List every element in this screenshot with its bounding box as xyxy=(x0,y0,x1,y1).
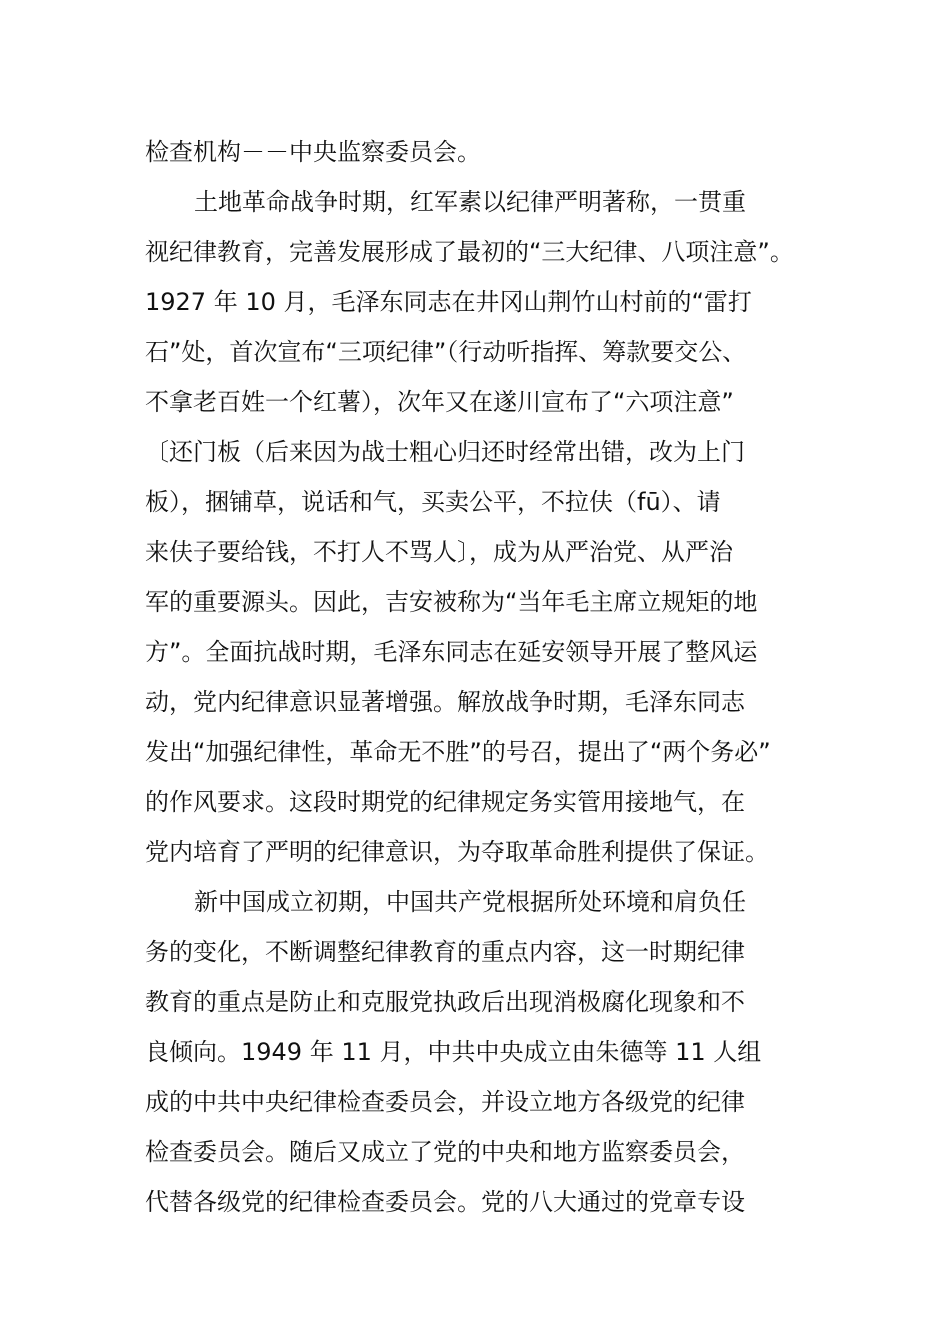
text-line: 务的变化，不断调整纪律教育的重点内容，这一时期纪律 xyxy=(145,938,745,966)
text-line: 的作风要求。这段时期党的纪律规定务实管用接地气，在 xyxy=(145,788,745,816)
paragraph-first-line: 土地革命战争时期，红军素以纪律严明著称，一贯重 xyxy=(194,188,746,216)
text-line: 〔还门板（后来因为战士粗心归还时经常出错，改为上门 xyxy=(145,438,745,466)
text-line: 教育的重点是防止和克服党执政后出现消极腐化现象和不 xyxy=(145,988,745,1016)
text-line: 发出“加强纪律性，革命无不胜”的号召，提出了“两个务必” xyxy=(145,738,771,766)
text-line: 军的重要源头。因此，吉安被称为“当年毛主席立规矩的地 xyxy=(145,588,758,616)
text-line: 动，党内纪律意识显著增强。解放战争时期，毛泽东同志 xyxy=(145,688,745,716)
paragraph-first-line: 新中国成立初期，中国共产党根据所处环境和肩负任 xyxy=(194,888,746,916)
text-line: 检查委员会。随后又成立了党的中央和地方监察委员会， xyxy=(145,1138,745,1166)
text-line: 党内培育了严明的纪律意识，为夺取革命胜利提供了保证。 xyxy=(145,838,769,866)
text-line: 检查机构－－中央监察委员会。 xyxy=(145,138,481,166)
text-line: 成的中共中央纪律检查委员会，并设立地方各级党的纪律 xyxy=(145,1088,745,1116)
text-line: 视纪律教育，完善发展形成了最初的“三大纪律、八项注意”。 xyxy=(145,238,794,266)
text-line: 1927 年 10 月，毛泽东同志在井冈山荆竹山村前的“雷打 xyxy=(145,288,752,316)
text-line: 不拿老百姓一个红薯），次年又在遂川宣布了“六项注意” xyxy=(145,388,734,416)
text-line: 石”处，首次宣布“三项纪律”（行动听指挥、筹款要交公、 xyxy=(145,338,747,366)
text-line: 来伕子要给钱，不打人不骂人〕，成为从严治党、从严治 xyxy=(145,538,733,566)
text-line: 代替各级党的纪律检查委员会。党的八大通过的党章专设 xyxy=(145,1188,745,1216)
text-line: 良倾向。1949 年 11 月，中共中央成立由朱德等 11 人组 xyxy=(145,1038,762,1066)
text-line: 方”。全面抗战时期，毛泽东同志在延安领导开展了整风运 xyxy=(145,638,758,666)
text-line: 板），捆铺草，说话和气，买卖公平，不拉伕（fū）、请 xyxy=(145,488,721,516)
